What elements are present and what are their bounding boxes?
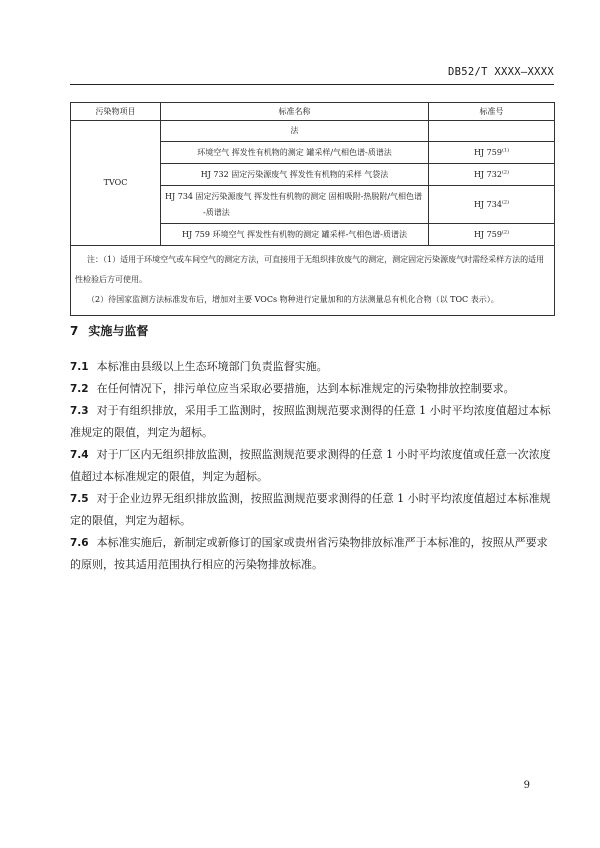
code-main: HJ 759 xyxy=(473,147,502,157)
code-footnote-ref: (2) xyxy=(501,168,510,175)
clause-7-4 xyxy=(70,444,554,488)
standard-name-line1: HJ 734 固定污染源废气 挥发性有机物的测定 固相吸附-热脱附/气相色谱 xyxy=(165,191,423,201)
clause-7-6 xyxy=(70,532,554,576)
standards-table xyxy=(70,102,555,316)
header-standard-name: 标准名称 xyxy=(161,103,429,121)
clause-7-3 xyxy=(70,400,554,444)
table-row xyxy=(71,121,555,142)
table-header-row xyxy=(71,103,555,121)
standard-code xyxy=(429,224,555,246)
code-footnote-ref: (2) xyxy=(501,228,510,235)
standard-name: HJ 732 固定污染源废气 挥发性有机物的采样 气袋法 xyxy=(161,164,429,186)
standard-name: 环境空气 挥发性有机物的测定 罐采样/气相色谱-质谱法 xyxy=(161,142,429,164)
clause-number: 7.6 xyxy=(70,537,89,549)
clause-text: 本标准实施后，新制定或新修订的国家或贵州省污染物排放标准严于本标准的，按照从严要求的原则，按其适用范围执行相应的污染物排放标准。 xyxy=(70,536,548,571)
standard-name-line2: -质谱法 xyxy=(203,207,230,217)
code-main: HJ 734 xyxy=(473,199,502,209)
clause-text: 在任何情况下，排污单位应当采取必要措施，达到本标准规定的污染物排放控制要求。 xyxy=(96,382,515,395)
standard-code xyxy=(429,142,555,164)
header-rule xyxy=(70,84,554,85)
document-code: DB52/T XXXX—XXXX xyxy=(448,66,554,78)
code-main: HJ 759 xyxy=(473,229,502,239)
table-note-2: （2）待国家监测方法标准发布后，增加对主要 VOCs 物种进行定量加和的方法测量总有机化合物（以 TOC 表示）。 xyxy=(87,295,499,304)
page-number: 9 xyxy=(523,780,530,791)
clause-text: 本标准由县级以上生态环境部门负责监督实施。 xyxy=(96,360,328,373)
clause-text: 对于有组织排放，采用手工监测时，按照监测规范要求测得的任意 1 小时平均浓度值超过本标准规定的限值，判定为超标。 xyxy=(70,404,551,439)
clause-number: 7.3 xyxy=(70,405,89,417)
table-notes xyxy=(71,246,555,316)
standard-code xyxy=(429,186,555,224)
code-main: HJ 732 xyxy=(473,169,502,179)
clause-7-2 xyxy=(70,378,554,400)
table-notes-row xyxy=(71,246,555,316)
header-pollutant-item: 污染物项目 xyxy=(71,103,161,121)
standard-code xyxy=(429,164,555,186)
header-standard-code: 标准号 xyxy=(429,103,555,121)
clause-number: 7.4 xyxy=(70,449,89,461)
pollutant-item-tvoc: TVOC xyxy=(71,121,161,246)
standard-name xyxy=(161,186,429,224)
clause-number: 7.2 xyxy=(70,383,89,395)
clause-7-5 xyxy=(70,488,554,532)
clause-text: 对于厂区内无组织排放监测，按照监测规范要求测得的任意 1 小时平均浓度值或任意一次浓度值超过本标准规定的限值，判定为超标。 xyxy=(70,448,551,483)
section-number: 7 xyxy=(70,324,79,338)
code-footnote-ref: (1) xyxy=(501,146,510,153)
section-heading: 实施与监督 xyxy=(88,324,149,338)
standard-code xyxy=(429,121,555,142)
code-footnote-ref: (2) xyxy=(501,198,510,205)
table-note-1: 注：（1）适用于环境空气或车间空气的测定方法，可直接用于无组织排放废气的测定，测定固定污染源废气时需经采样方法的适用性检验后方可使用。 xyxy=(75,255,545,284)
clause-7-1 xyxy=(70,356,554,378)
section-title xyxy=(70,322,148,339)
standard-name: 法 xyxy=(161,121,429,142)
standard-name: HJ 759 环境空气 挥发性有机物的测定 罐采样-气相色谱-质谱法 xyxy=(161,224,429,246)
clause-text: 对于企业边界无组织排放监测，按照监测规范要求测得的任意 1 小时平均浓度值超过本标准规定的限值，判定为超标。 xyxy=(70,492,551,527)
clause-number: 7.5 xyxy=(70,493,89,505)
clause-number: 7.1 xyxy=(70,361,89,373)
